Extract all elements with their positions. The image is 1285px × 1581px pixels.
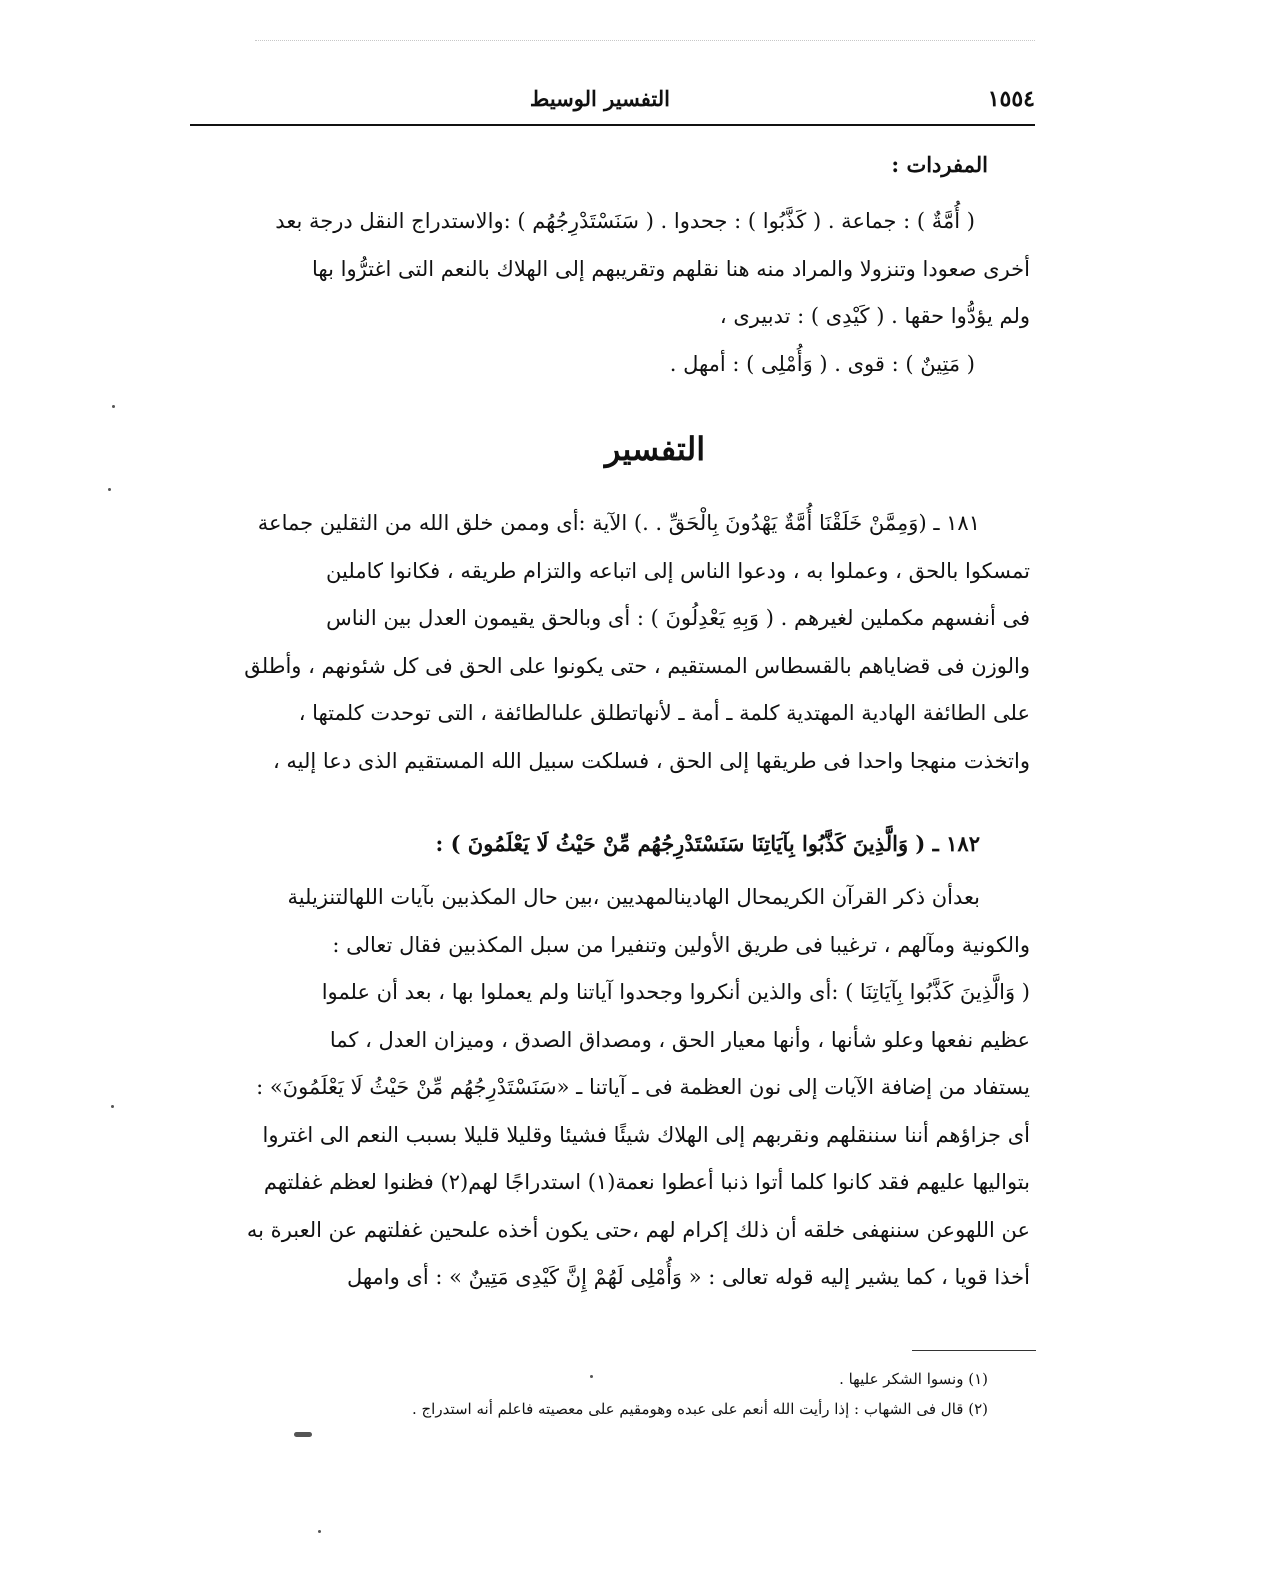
page-header	[190, 84, 1035, 120]
vocabulary-line: ولم يؤدُّوا حقها . ( كَيْدِى ) : تدبيرى ،	[719, 304, 1030, 328]
text-line: ( وَالَّذِينَ كَذَّبُوا بِآيَاتِنَا ) :أى والذين أنكروا وجحدوا آياتنا ولم يعملوا بها ، بعد أن علموا	[321, 980, 1030, 1004]
text-line: عن اللهوعن سننهفى خلقه أن ذلك إكرام لهم ،حتى يكون أخذه علىحين غفلتهم عن العبرة به	[246, 1217, 1030, 1242]
verse-182	[185, 820, 1030, 868]
text-line: فى أنفسهم مكملين لغيرهم . ( وَبِهِ يَعْدِلُونَ ) : أى وبالحق يقيمون العدل بين الناس	[326, 606, 1030, 630]
vocabulary-line: أخرى صعودا وتنزولا والمراد منه هنا نقلهم وتقريبهم إلى الهلاك بالنعم التى اغترُّوا بها	[312, 256, 1030, 281]
page-number: ١٥٥٤	[987, 86, 1035, 112]
vocabulary-line: ( أُمَّةٌ ) : جماعة . ( كَذَّبُوا ) : جحدوا . ( سَنَسْتَدْرِجُهُم ) :والاستدراج النقل درجة بعد	[275, 209, 975, 233]
text-line: أى جزاؤهم أننا سننقلهم ونقربهم إلى الهلاك شيئًا فشيئا وقليلا قليلا بسبب النعم الى اغتروا	[262, 1122, 1030, 1147]
scan-speck	[294, 1432, 312, 1437]
header-rule	[190, 124, 1035, 126]
section-title: التفسير	[604, 430, 706, 468]
scan-edge-line	[255, 40, 1035, 42]
text-line: بعدأن ذكر القرآن الكريمحال الهادينالمهديين ،بين حال المكذبين بآيات اللهالتنزيلية	[287, 885, 980, 909]
text-line: ١٨١ ـ (وَمِمَّنْ خَلَقْنَا أُمَّةٌ يَهْدُونَ بِالْحَقِّ . .) الآية :أى وممن خلق الله من الثقلين جماعة	[257, 511, 980, 535]
footnote: (١) ونسوا الشكر عليها .	[839, 1370, 988, 1388]
text-line: عظيم نفعها وعلو شأنها ، وأنها معيار الحق ، ومصداق الصدق ، وميزان العدل ، كما	[329, 1027, 1030, 1052]
running-title: التفسير الوسيط	[529, 86, 670, 111]
text-line: والوزن فى قضاياهم بالقسطاس المستقيم ، حتى يكونوا على الحق فى كل شئونهم ، وأطلق	[244, 653, 1030, 678]
text-line: يستفاد من إضافة الآيات إلى نون العظمة فى ـ آياتنا ـ «سَنَسْتَدْرِجُهُم مِّنْ حَيْثُ لَا يَعْلَمُونَ» :	[256, 1075, 1030, 1099]
vocabulary-section	[185, 198, 1030, 388]
text-line: على الطائفة الهادية المهتدية كلمة ـ أمة ـ لأنهاتطلق علىالطائفة ، التى توحدت كلمتها ،	[298, 701, 1030, 725]
scan-speck	[318, 1530, 321, 1533]
paragraph-181	[185, 500, 1030, 785]
text-line: والكونية ومآلهم ، ترغيبا فى طريق الأولين وتنفيرا من سبل المكذبين فقال تعالى :	[332, 932, 1030, 957]
scan-speck	[112, 405, 115, 408]
text-line: واتخذت منهجا واحدا فى طريقها إلى الحق ، فسلكت سبيل الله المستقيم الذى دعا إليه ،	[272, 748, 1030, 773]
verse-line: ١٨٢ ـ ( وَالَّذِينَ كَذَّبُوا بِآيَاتِنَا سَنَسْتَدْرِجُهُم مِّنْ حَيْثُ لَا يَعْلَمُونَ ) :	[435, 831, 980, 856]
paragraph-182	[185, 874, 1030, 1302]
scan-speck	[108, 488, 111, 491]
footnotes	[268, 1364, 988, 1424]
text-line: تمسكوا بالحق ، وعملوا به ، ودعوا الناس إلى اتباعه والتزام طريقه ، فكانوا كاملين	[326, 558, 1030, 583]
vocabulary-line: ( مَتِينٌ ) : قوى . ( وَأُمْلِى ) : أمهل .	[669, 351, 975, 376]
scan-speck	[111, 1105, 114, 1108]
vocabulary-heading: المفردات :	[891, 152, 988, 177]
scan-speck	[590, 1375, 593, 1378]
text-line: بتواليها عليهم فقد كانوا كلما أتوا ذنبا أعطوا نعمة(١) استدراجًا لهم(٢) فظنوا لعظم غفلتهم	[263, 1170, 1030, 1194]
footnote: (٢) قال فى الشهاب : إذا رأيت الله أنعم على عبده وهومقيم على معصيته فاعلم أنه استدراج .	[411, 1400, 988, 1418]
text-line: أخذا قويا ، كما يشير إليه قوله تعالى : « وَأُمْلِى لَهُمْ إِنَّ كَيْدِى مَتِينٌ » : أى وامهل	[346, 1265, 1030, 1289]
footnote-rule	[912, 1350, 1036, 1351]
